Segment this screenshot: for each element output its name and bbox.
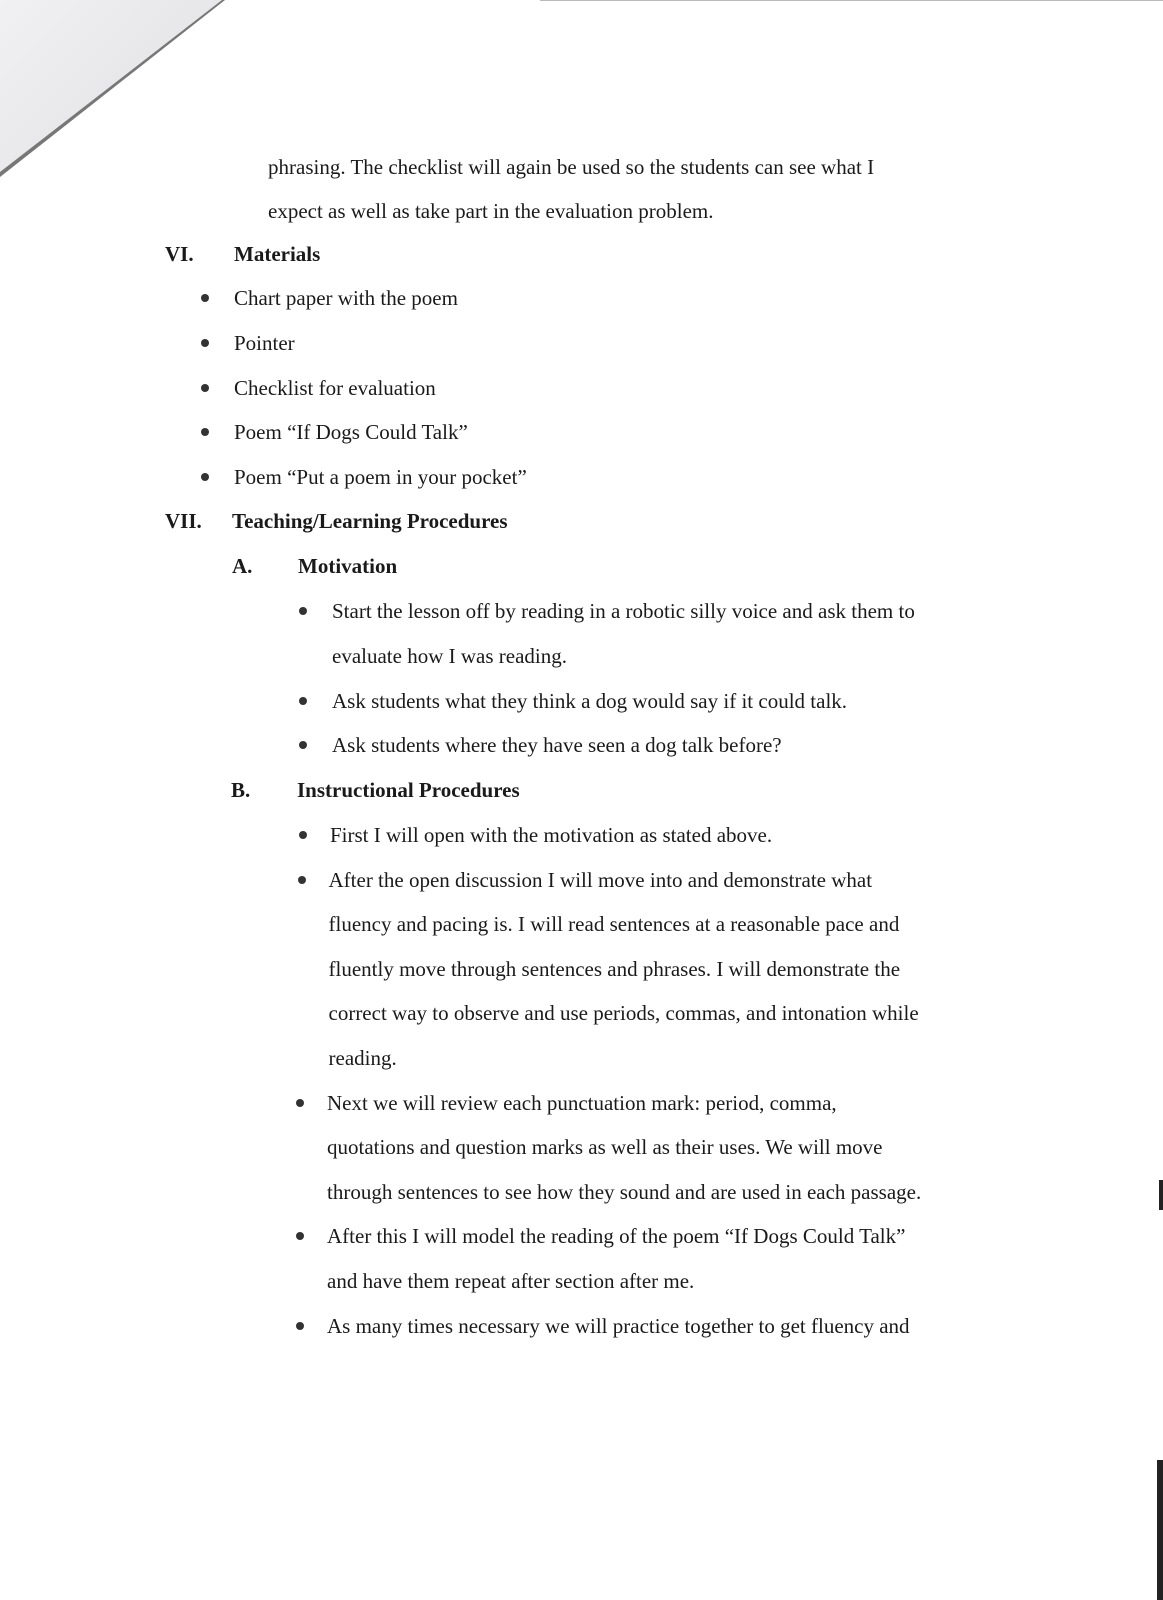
list-item-line: Poem “Put a poem in your pocket” xyxy=(234,465,527,490)
scan-edge-right xyxy=(1159,1180,1163,1210)
bullet-icon xyxy=(298,876,306,884)
list-item-line: Ask students what they think a dog would say if it could talk. xyxy=(332,688,848,713)
subsection-letter: A. xyxy=(232,554,253,578)
section-heading: Teaching/Learning Procedures xyxy=(232,509,508,533)
list-item-line: fluency and pacing is. I will read sentences at a reasonable pace and xyxy=(328,912,900,937)
list-item-line: First I will open with the motivation as stated above. xyxy=(330,823,773,847)
paragraph-line: expect as well as take part in the evaluation problem. xyxy=(268,199,714,223)
list-item-line: fluently move through sentences and phrases. I will demonstrate the xyxy=(328,956,901,981)
bullet-icon xyxy=(299,741,307,749)
bullet-icon xyxy=(296,1322,304,1330)
list-item-line: Checklist for evaluation xyxy=(234,375,436,400)
bullet-icon xyxy=(201,473,209,481)
bullet-icon xyxy=(201,339,209,347)
list-item-line: Next we will review each punctuation mark: period, comma, xyxy=(327,1090,837,1115)
bullet-icon xyxy=(296,1099,304,1107)
list-item-line: Pointer xyxy=(234,330,295,355)
list-item-line: and have them repeat after section after me. xyxy=(327,1269,695,1293)
section-numeral: VI. xyxy=(165,242,194,266)
list-item-line: reading. xyxy=(328,1046,397,1070)
list-item-line: After the open discussion I will move into and demonstrate what xyxy=(328,867,873,892)
bullet-icon xyxy=(299,831,307,839)
list-item-line: correct way to observe and use periods, commas, and intonation while xyxy=(328,1001,919,1026)
bullet-icon xyxy=(201,294,209,302)
subsection-letter: B. xyxy=(231,778,251,802)
bullet-icon xyxy=(201,384,209,392)
scan-edge-top xyxy=(540,0,1163,1)
section-heading: Materials xyxy=(234,242,321,266)
list-item-line: As many times necessary we will practice together to get fluency and xyxy=(327,1313,910,1338)
list-item-line: Start the lesson off by reading in a robotic silly voice and ask them to xyxy=(332,599,915,623)
subsection-heading: Instructional Procedures xyxy=(297,778,520,802)
list-item-line: Poem “If Dogs Could Talk” xyxy=(234,420,468,445)
list-item-line: Ask students where they have seen a dog talk before? xyxy=(332,733,782,758)
bullet-icon xyxy=(299,607,307,615)
section-numeral: VII. xyxy=(165,509,202,533)
list-item-line: evaluate how I was reading. xyxy=(332,643,567,668)
page-corner-fold xyxy=(0,0,230,180)
list-item-line: Chart paper with the poem xyxy=(234,286,458,310)
paragraph-line: phrasing. The checklist will again be used so the students can see what I xyxy=(268,155,875,179)
list-item-line: After this I will model the reading of the poem “If Dogs Could Talk” xyxy=(327,1224,906,1249)
list-item-line: quotations and question marks as well as their uses. We will move xyxy=(327,1135,883,1160)
subsection-heading: Motivation xyxy=(298,554,398,578)
bullet-icon xyxy=(299,697,307,705)
bullet-icon xyxy=(201,428,209,436)
bullet-icon xyxy=(296,1232,304,1240)
list-item-line: through sentences to see how they sound and are used in each passage. xyxy=(327,1179,922,1204)
scan-edge-right-bottom xyxy=(1157,1460,1163,1600)
